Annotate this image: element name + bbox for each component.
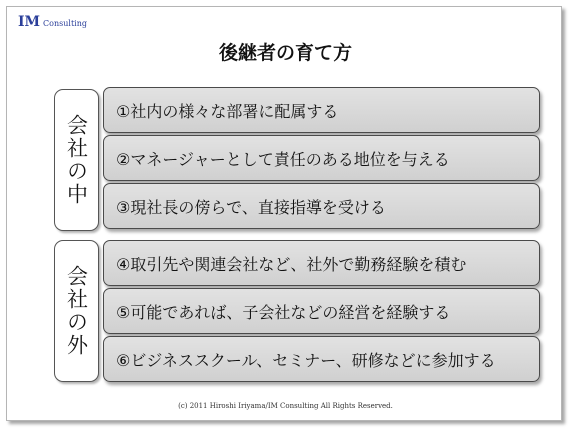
list-item-5: ⑤可能であれば、子会社などの経営を経験する [103,288,540,334]
group-label-outside [54,240,99,382]
list-item-1: ①社内の様々な部署に配属する [103,87,540,133]
list-item-2: ②マネージャーとして責任のある地位を与える [103,135,540,181]
group-label-inside-text: 会社の中 [64,114,89,206]
copyright-footer: (c) 2011 Hiroshi Iriyama/IM Consulting All Rights Reserved. [178,402,393,410]
logo-sub-text: Consulting [43,19,87,28]
list-item-4: ④取引先や関連会社など、社外で勤務経験を積む [103,240,540,286]
group-label-inside [54,89,99,231]
slide-title: 後継者の育て方 [218,42,352,64]
company-logo [18,11,87,30]
group-label-outside-text: 会社の外 [64,265,89,357]
list-item-6: ⑥ビジネススクール、セミナー、研修などに参加する [103,336,540,382]
logo-main-text: IM [18,14,41,30]
list-item-3: ③現社長の傍らで、直接指導を受ける [103,183,540,229]
